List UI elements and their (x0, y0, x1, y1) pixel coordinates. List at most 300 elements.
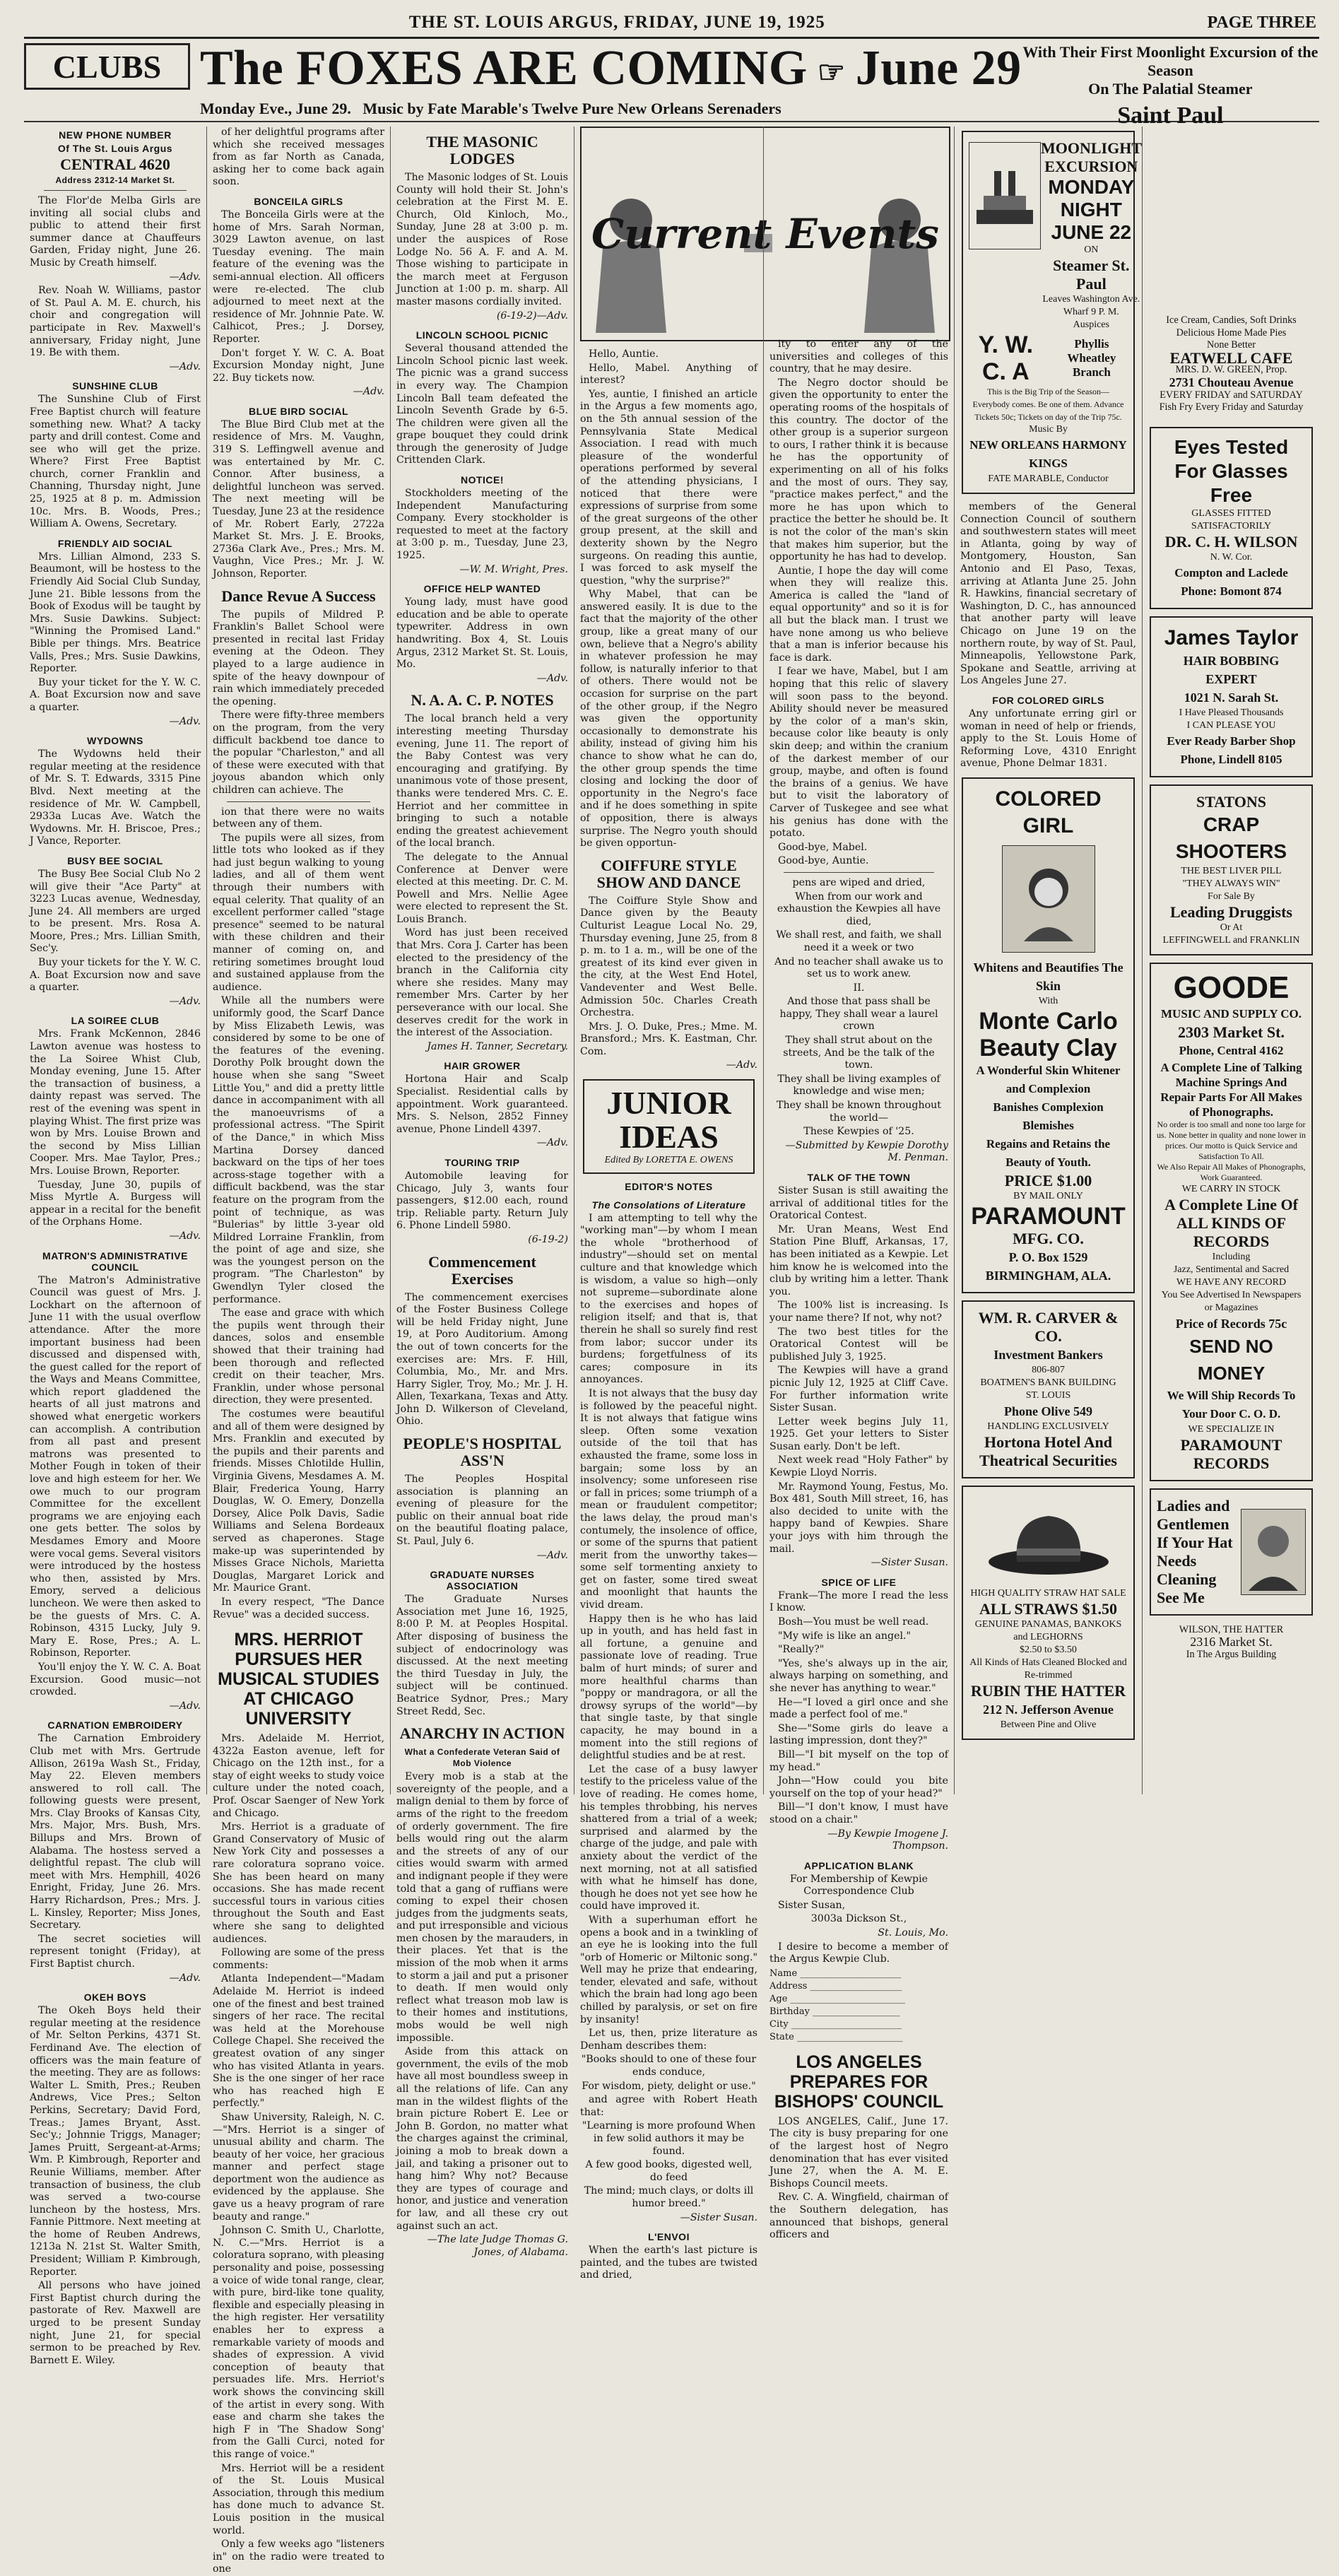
paragraph: "Yes, she's always up in the air, always harping on something, and she never has anything to wear." (769, 1657, 948, 1694)
heading-matrons-council: MATRON'S ADMINISTRATIVE COUNCIL (42, 1249, 188, 1273)
verse-number: II. (853, 982, 865, 994)
heading-lenvoi: L'ENVOI (648, 2231, 690, 2243)
paragraph: Mrs. J. O. Duke, Pres.; Mme. M. Bransford.; Mrs. K. Eastman, Chr. Com. (580, 1021, 757, 1057)
signature: (6-19-2)—Adv. (496, 310, 568, 322)
ad-taylor-line: I CAN PLEASE YOU (1186, 719, 1276, 731)
paragraph: Several thousand attended the Lincoln School picnic last week. The picnic was a grand success in every way. The Champion Lincoln Ball team defeated the Lincoln Seventh Grade by 6-5. The children were given all the grape bouquet they could drink through the generosity of Judge Crittenden Clark. (396, 343, 568, 466)
ad-beauty-price: PRICE $1.00 (1004, 1171, 1092, 1189)
paragraph: Sister Susan is still awaiting the arrival of additional titles for the Oratorical Contest. (769, 1185, 948, 1222)
form-label: Name (769, 1968, 798, 1979)
ad-carver-line: Investment Bankers (993, 1347, 1103, 1362)
paragraph: The pupils were all sizes, from little tots who looked as if they had just begun walking to young ladies, and all of them went through their numbers with equal celerity. That quality of an excellent performer called "stage presence" seemed to be natural with these children and their manner of coming on, and retiring sometimes brought loud and sustained applause from the audience. (213, 832, 384, 993)
paragraph: All persons who have joined First Baptist church during the pastorate of Rev. Maxwell are urged to be present Sunday night, June 21, for special sermon to be preached by Rev. Barnett E. Wiley. (30, 2280, 201, 2366)
signature: —Adv. (536, 672, 568, 684)
paragraph: Stockholders meeting of the Independent Manufacturing Company. Every stockholder is requested to meet at the factory at 3:00 p. m., Tuesday, June 23, 1925. (396, 488, 568, 562)
heading-naacp: N. A. A. C. P. NOTES (411, 691, 554, 710)
form-label: State (769, 2031, 794, 2042)
signature: —Adv. (169, 1972, 201, 1984)
paragraph: Hello, Auntie. (589, 348, 659, 360)
ad-goode-line: SEND NO MONEY (1189, 1335, 1273, 1384)
ad-cafe-line: MRS. D. W. GREEN, Prop. (1175, 364, 1287, 376)
signature: —Adv. (169, 360, 201, 372)
paragraph: The Peoples Hospital association is planning an evening of pleasure for the public on their annual boat ride on the beautiful floating palace, St. Paul, July 6. (396, 1474, 568, 1548)
junior-ideas-editor: Edited By LORETTA E. OWENS (604, 1155, 733, 1166)
heading-busy-bee: BUSY BEE SOCIAL (67, 854, 163, 866)
signature: —Adv. (353, 386, 384, 398)
man-portrait-drawing-icon (1245, 1513, 1302, 1591)
paragraph: of her delightful programs after which she received messages from as far North as Canada, asking her to come back again soon. (213, 127, 384, 188)
paragraph: Mrs. Adelaide M. Herriot, 4322a Easton avenue, left for Chicago on the 12th inst., for a stay of eight weeks to study voice culture under the noted coach, Prof. Oscar Saenger of New York and Chicago. (213, 1733, 384, 1819)
verse-line: And no teacher shall awake us to set us to work anew. (774, 955, 943, 980)
ad-cafe-line: Fish Fry Every Friday and Saturday (1159, 401, 1304, 413)
signature: —Adv. (169, 271, 201, 283)
heading-graduate-nurses: GRADUATE NURSES ASSOCIATION (430, 1569, 535, 1592)
paragraph: ion that there were no waits between any of them. (213, 806, 384, 830)
paragraph: Yes, auntie, I finished an article in the Argus a few moments ago, on the 5th annual session of the Pennsylvania State Medical Association. I read with much pleasure of the wonderful operations performed by several of the attending physicians, I noticed that there were expressions of surprise from some of the great surgeons of the other group present, at the skill and dexterity shown by the Negro surgeons. On reading this auntie, I was forced to ask myself the question, "why the surprise?" (580, 388, 757, 587)
signature: —Sister Susan. (871, 1557, 948, 1569)
paragraph: The Kewpies will have a grand picnic July 12, 1925 at Cliff Cave. For further information write Sister Susan. (769, 1365, 948, 1414)
ad-cafe-line: EATWELL CAFE (1169, 348, 1293, 367)
paragraph: It is not always that the busy day is followed by the peaceful night. It is not always that fatigue wins sleep. Often some vexation outside of the toil that has exhausted the frame, some loss in bargain; some loss by an insolvency; some unforeseen rise or fall in prices; some triumph of a mean or fraudulent competitor; the laws delay, the proud man's contumely, the insolence of office, or some of the spurns that patient merit from the unworthy takes—some self tormenting anxiety to get on faster, some tired sweat and moonlight that haunts the vivid dream. (580, 1387, 757, 1611)
paragraph: Every mob is a stab at the sovereignty of the people, and a malign denial to them by force of arms of the right to the freedom of orderly government. The fire bells would ring out the alarm and the streets of any of our cities would swarm with armed and indignant people if they were told that a gang of ruffians were coming to expel their chosen judges from the judgments seats, and put irresponsible and vicious men chosen by the marauders, in their places. Yet that is the mission of the mob when it arms to storm a jail and put a prisoner to death. If men would only reflect what treason mob law is to their homes and institutions, mobs would be well nigh impossible. (396, 1771, 568, 2044)
paragraph: The secret societies will represent tonight (Friday), at First Baptist church. (30, 1933, 201, 1970)
paragraph: The Blue Bird Club met at the residence of Mrs. M. Vaughn, 319 S. Leffingwell avenue and was entertained by Mr. C. Connor. After business, a delightful luncheon was served. The next meeting will be Tuesday, June 23 at the residence of Mr. Robert Early, 2722a Market St. Mrs. J. E. Brooks, 2736a Clark Ave., Pres.; Mrs. M. Vaughn, Vice Pres.; Mr. J. W. Johnson, Reporter. (213, 418, 384, 580)
ad-wilson-line: WILSON, THE HATTER (1179, 1623, 1284, 1635)
ad-eyes-line: Compton and Laclede (1174, 565, 1288, 580)
ad-beauty-line: PARAMOUNT (971, 1202, 1126, 1230)
ad-eyes-line: N. W. Cor. (1210, 551, 1253, 563)
signature: —Adv. (536, 1137, 568, 1149)
form-row-city: City ________________________ (769, 2018, 902, 2030)
signature: —Adv. (536, 1549, 568, 1561)
verse-line: The mind; much clays, or dolts ill humor breed." (584, 2185, 754, 2209)
column-3 (390, 127, 574, 2258)
junior-ideas-box (583, 1079, 755, 1174)
heading-okeh-boys: OKEH BOYS (83, 1992, 147, 2004)
paragraph: Good-bye, Auntie. (778, 855, 869, 867)
ad-goode-line: Jazz, Sentimental and Sacred (1173, 1264, 1290, 1275)
banner-sub-left: Monday Eve., June 29. (199, 99, 351, 117)
heading-consolations: The Consolations of Literature (591, 1199, 746, 1211)
banner-title-left: The FOXES ARE COMING (199, 41, 808, 95)
ad-moonlight-top (969, 139, 1143, 331)
ad-goode-line: We Also Repair All Makes of Phonographs, Work Guaranteed. (1157, 1161, 1306, 1182)
verse-line: They shall be living examples of knowledge and wise men; (777, 1073, 940, 1098)
columns (24, 127, 1319, 2575)
verse-line: They shall be known throughout the world— (777, 1100, 941, 1124)
ad-moon-line: MONDAY NIGHT (1048, 176, 1135, 220)
verse-line: For wisdom, piety, delight or use." (582, 2080, 756, 2092)
ad-hat-line: RUBIN THE HATTER (970, 1681, 1126, 1700)
ad-eatwell-cafe (1148, 309, 1314, 420)
ad-taylor-line: Phone, Lindell 8105 (1180, 752, 1282, 766)
heading-peoples-hospital: PEOPLE'S HOSPITAL ASS'N (403, 1435, 562, 1470)
paragraph: Let us, then, prize literature as Denham describes them: (580, 2028, 757, 2052)
illustration-spacer (769, 127, 948, 339)
ad-carver-line: Hortona Hotel And Theatrical Securities (979, 1433, 1117, 1469)
ad-hat-line: HIGH QUALITY STRAW HAT SALE (970, 1587, 1126, 1599)
banner-subtitle (200, 100, 1022, 118)
junior-ideas-title: JUNIOR IDEAS (606, 1085, 731, 1155)
paragraph: I desire to become a member of the Argus Kewpie Club. (769, 1941, 948, 1965)
paragraph: The local branch held a very interesting meeting Thursday evening, June 11. The report of the Baby Contest was very encouraging and gratifying. By unanimous vote of those present, thanks were tendered Mrs. C. E. Herriot and her committee in bringing to such a notable ending the greatest achievement of the local branch. (396, 713, 568, 849)
ad-carver-line: ST. LOUIS (1025, 1389, 1071, 1401)
heading-blue-bird: BLUE BIRD SOCIAL (249, 405, 348, 417)
masthead-dateline: THE ST. LOUIS ARGUS, FRIDAY, JUNE 19, 1925 (408, 13, 825, 32)
ad-wilson-line: Ladies and Gentlemen (1157, 1496, 1230, 1533)
ad-moon-line: Music By (1029, 424, 1068, 435)
banner-right (1022, 43, 1319, 129)
banner-ad (24, 41, 1319, 129)
verse-line: When from our work and exhaustion the Kewpies all have died, (777, 890, 941, 927)
paragraph: Hello, Mabel. Anything of interest? (580, 362, 757, 387)
ad-crap-line: CRAP SHOOTERS (1175, 813, 1287, 862)
paragraph: The Matron's Administrative Council was guest of Mrs. J. Lockhart on the afternoon of June 11 with the usual overflow attendance. After the more important business had been discussed and dispensed with, the guest called for the report of the Ways and Means Committee, which report gladdened the hearts of all just matrons and showed what energetic workers can accomplish. A contribution from all past and present matrons was presented to Mother Fough in token of their love and high esteem for her. We owe much to our program Committee for the excellent programs we are enjoying each one gets better. The solos by Mesdames Emory and Moore were vocal gems. Several visitors were introduced by the hostess who then, assisted by Mrs. Emory, served a delicious luncheon. We were then asked to be the guests of Mrs. C. A. Robinson, 4315 Lucky, July 9. Mary E. Rose, Pres.; A. L. Robinson, Reporter. (30, 1274, 201, 1659)
divider (44, 190, 187, 191)
heading-application-blank: APPLICATION BLANK (803, 1859, 914, 1871)
page-number: PAGE THREE (1207, 13, 1316, 32)
ad-crap-shooters (1150, 784, 1313, 955)
ad-beauty-line: P. O. Box 1529 (1008, 1249, 1088, 1264)
verse-line: "Books should to one of these four ends conduce, (581, 2054, 757, 2078)
ad-goode-line: PARAMOUNT RECORDS (1180, 1435, 1282, 1472)
ad-goode-line: We Will Ship Records To Your Door C. O. D. (1167, 1388, 1296, 1421)
ad-crap-line: THE BEST LIVER PILL (1181, 865, 1282, 876)
paragraph: The Carnation Embroidery Club met with Mrs. Gertrude Allison, 2619a Wash St., Friday, May 22. Eleven members answered to roll call. The following guests were present, Mrs. Clay Brooks of Kansas City, Mrs. Major, Mrs. Bush, Mrs. Billups and Mrs. Brown of Alabama. The hostess served a delightful repast. The club will meet with Mrs. Hemphill, 4026 Enright, Friday, June 26. Mrs. Harry Richardson, Pres.; Mrs. J. L. Kinsley, Reporter; Miss Jones, Secretary. (30, 1733, 201, 1931)
ad-eyes-line: Eyes Tested For Glasses Free (1174, 435, 1289, 506)
ad-spacer (1148, 127, 1314, 303)
paragraph: Word has just been received that Mrs. Cora J. Carter has been elected to the presidency of the branch in the California city where she resides. Many may remember Mrs. Carter by her perseverance with our local. She deserves credit for the work in the interest of the Association. (396, 927, 568, 1039)
ad-goode-line: WE HAVE ANY RECORD (1176, 1276, 1287, 1288)
ad-beauty-line: BY MAIL ONLY (1013, 1190, 1083, 1201)
ad-goode-line: Price of Records 75c (1175, 1316, 1287, 1331)
ad-goode-line: 2303 Market St. (1178, 1023, 1285, 1041)
ad-crap-line: LEFFINGWELL and FRANKLIN (1162, 934, 1300, 946)
paragraph: The Negro doctor should be given the opportunity to enter the operating rooms of the hospitals of this country. The doctor of the other group is a superior surgeon to ours, I rather think it is because he has the opportunity of experimenting on all of his folks and the most of ours. They say, "practice makes perfect," and the more he has upon which to practice the better he should be. It is not the color of the man's skin that makes him superior, but the opportunity he has had to develop. (769, 377, 948, 563)
signature: —The late Judge Thomas G. Jones, of Alabama. (427, 2234, 568, 2258)
paragraph: The Flor'de Melba Girls are inviting all social clubs and public to attend their first summer dance at Chauffeurs Garden, Friday night, June 26. Music by Creath himself. (30, 195, 201, 269)
ad-beauty-line: With (1038, 995, 1058, 1006)
man-portrait-icon (1241, 1509, 1306, 1595)
paragraph: Good-bye, Mabel. (778, 841, 868, 853)
ad-beauty-line: BIRMINGHAM, ALA. (985, 1268, 1111, 1283)
paragraph: He—"I loved a girl once and she made a perfect fool of me." (769, 1696, 948, 1721)
paragraph: Mrs. Herriot is a graduate of Grand Conservatory of Music of New York City and possesses a rare coloratura soprano voice. She has been heard on many occasions. She has made recent successful tours in various cities throughout the South and East where she sang to delighted audiences. (213, 1821, 384, 1945)
column-7 (1142, 127, 1320, 1794)
ad-eyes-line: Phone: Bomont 874 (1181, 584, 1282, 598)
paragraph: Tuesday, June 30, pupils of Miss Myrtle A. Burgess will appear in a recital for the benefit of the Orphans Home. (30, 1179, 201, 1228)
paragraph: Mrs. Frank McKennon, 2846 Lawton avenue was hostess to the La Soiree Whist Club, Monday evening, June 15. After the transaction of business, a dainty repast was served. The rest of the evening was spent in playing Whist. The first prize was won by Mrs. Louise Brown and the second by Miss Lillian Cooper. Mrs. Mae Taylor, Pres.; Mrs. Louise Brown, Reporter. (30, 1028, 201, 1177)
heading-dance-revue: Dance Revue A Success (221, 587, 376, 605)
phone-heading-1: NEW PHONE NUMBER (59, 129, 172, 141)
paragraph: John—"How could you bite yourself on the top of your head?" (769, 1775, 948, 1799)
ad-taylor-line: I Have Pleased Thousands (1179, 707, 1284, 718)
ad-moon-line: NEW ORLEANS HARMONY KINGS (969, 438, 1127, 470)
banner-title-right: June 29 (855, 41, 1022, 95)
paragraph: Mr. Raymond Young, Festus, Mo. Box 481, South Mill street, 16, has also decided to unite with the happy band of Kewpies. Share your joys with him through the mail. (769, 1481, 948, 1555)
paragraph: Johnson C. Smith U., Charlotte, N. C.—"Mrs. Herriot is a coloratura soprano, with pleasing personality and poise, possessing a voice of wide tonal range, clear, with pure, bird-like tone quality, flexible and especially pleasing in the high register. Her versatility enables her to express a remarkable variety of moods and shades of expression. A vivid conception of beauty that persuades life. Mrs. Herriot's work shows the convincing skill of the artist in every song. With ease and charm she takes the high F in 'The Shadow Song' from the Galli Curci, noted for this range of voice." (213, 2225, 384, 2460)
paragraph: The Coiffure Style Show and Dance given by the Beauty Culturist League Local No. 29, Thursday evening, June 25, from 8 p. m. to 1 a. m., will be one of the greatest of its kind ever given in the city, at the West End Hotel, Vandeventer and West Belle. Admission 50c. Charles Creath Orchestra. (580, 895, 757, 1019)
verse-line: They shall strut about on the streets, And be the talk of the town. (783, 1035, 935, 1071)
paragraph: Buy your ticket for the Y. W. C. A. Boat Excursion now and save a quarter. (30, 676, 201, 713)
heading-hair-grower: HAIR GROWER (444, 1060, 521, 1072)
ad-goode-line: Including (1212, 1251, 1251, 1262)
paragraph: While all the numbers were uniformly good, the Scarf Dance by Miss Elizabeth Lewis, was considered by some to be one of the features of the evening. Dorothy Polk brought down the house when she sang "Sweet Little You," and did a pretty little dance in accompaniment with all the manoeuvrisms of a professional actress. "The Spirit of the Dance," in which Miss Martina Dorsey danced backward on the tips of her toes across-stage together with a difficult backbend, was the star feature on the program from the point of technique, as was "Bulerias" by little 3-year old Mildred Lorraine Franklin, from the point of age and size, she was the youngest person on the program. "The Charleston" by Gwendlyn Tyler closed the performance. (213, 995, 384, 1305)
signature: —Submitted by Kewpie Dorothy M. Penman. (785, 1139, 948, 1164)
paragraph: Letter week begins July 11, 1925. Get your letters to Sister Susan early. Don't be left. (769, 1416, 948, 1452)
form-row-name: Name ______________________ (769, 1968, 902, 1979)
ad-cafe-line: None Better (1207, 339, 1256, 351)
heading-la-soiree: LA SOIREE CLUB (71, 1015, 160, 1027)
signature: —Adv. (169, 715, 201, 727)
heading-commencement: Commencement Exercises (428, 1252, 536, 1288)
paragraph: Mrs. Lillian Almond, 233 S. Beaumont, will be hostess to the Friendly Aid Social Club Sunday, June 21. Bible lessons from the Book of Exodus will be taught by Mrs. Susie Dawkins. Subject: "Winning the Promised Land." Bible per things. Mrs. Beatrice Valls, Pres.; Mrs. Susie Dawkins, Reporter. (30, 551, 201, 675)
ad-wilson-line: In The Argus Building (1186, 1648, 1277, 1660)
column-5 (763, 127, 954, 2241)
verse-line: pens are wiped and dried, (792, 876, 926, 888)
heading-herriot: MRS. HERRIOT PURSUES HER MUSICAL STUDIES AT CHICAGO UNIVERSITY (218, 1630, 379, 1729)
divider (227, 801, 370, 802)
heading-touring-trip: TOURING TRIP (444, 1156, 520, 1168)
ad-beauty-line: MFG. CO. (1013, 1229, 1084, 1247)
paragraph: Shaw University, Raleigh, N. C.—"Mrs. Herriot is a singer of unusual ability and charm. The beauty of her voice, her gracious manner and perfect stage deportment won the audience as evidenced by the applause. She gave us a heavy program of rare beauty and range." (213, 2111, 384, 2223)
paragraph: The Graduate Nurses Association met June 16, 1925, 8:00 P. M. at Peoples Hospital. After disposing of business the subject of endocrinology was discussed. At the next meeting the third Tuesday in July, the subject will be continued. Beatrice Sydnor, Pres.; Mary Street Redd, Sec. (396, 1594, 568, 1717)
verse-line: These Kewpies of '25. (803, 1126, 914, 1138)
pointing-hand-icon: ☞ (817, 54, 846, 90)
banner-title (200, 43, 1022, 98)
paragraph: Mr. Uran Means, West End Station Pine Bluff, Arkansas, 17, has been initiated as a Kewpie. Let him know he is welcomed into the club by writing him a letter. Thank you. (769, 1223, 948, 1298)
ad-beauty-clay (962, 777, 1135, 1293)
hat-drawing-icon (985, 1502, 1112, 1580)
paragraph: Following are some of the press comments: (213, 1947, 384, 1971)
paragraph: The Busy Bee Social Club No 2 will give their "Ace Party" at 3223 Lucas avenue, Wednesday, June 24. All members are urged to be present. Mrs. Rosa A. Moore, Pres.; Mrs. Lillian Smith, Sec'y. (30, 868, 201, 955)
paragraph: I am attempting to tell why the "working man"—by whom I mean the whole "brotherhood of industry"—should set on mental culture and that knowledge which is wisdom, a value so high—only not supreme—subordinate alone to the exercises and hopes of religion itself; and that is, that therein he shall so surely find rest from labor; succor under its burdens; forgetfulness of its cares; composure in its annoyances. (580, 1212, 757, 1386)
signature: —Adv. (726, 1059, 757, 1071)
ad-goode-line: You See Advertised In Newspapers or Magazines (1161, 1289, 1302, 1313)
steamer-drawing-icon (969, 153, 1040, 238)
heading-los-angeles: LOS ANGELES PREPARES FOR BISHOPS' COUNCIL (774, 2052, 944, 2112)
paragraph: Frank—The more I read the less I know. (769, 1589, 948, 1614)
paragraph: Buy your tickets for the Y. W. C. A. Boat Excursion now and save a quarter. (30, 957, 201, 994)
woman-portrait-icon (1017, 857, 1080, 941)
ad-beauty-line: COLORED GIRL (995, 787, 1102, 837)
ad-eyes-tested (1150, 427, 1313, 609)
paragraph: The Bonceila Girls were at the home of Mrs. Sarah Norman, 3029 Lawton avenue, on last Tuesday evening. The main feature of the evening was the semi-annual election. All officers were re-elected. The club adjourned to meet next at the residence of Mr. Johnnie Pate. W. Calhicot, Pres.; J. Dorsey, Reporter. (213, 208, 384, 345)
ad-moon-line: Auspices (1073, 319, 1109, 330)
ad-carver-line: WM. R. CARVER & CO. (978, 1308, 1119, 1345)
paragraph: LOS ANGELES, Calif., June 17. The city is busy preparing for one of the largest host of Negro denomination that has ever visited June 27, when the A. M. E. Bishops Council meets. (769, 2115, 948, 2189)
banner-right-line-2: On The Palatial Steamer (1088, 80, 1253, 98)
heading-talk-of-town: TALK OF THE TOWN (807, 1172, 911, 1183)
ad-eyes-line: GLASSES FITTED SATISFACTORILY (1191, 507, 1272, 531)
banner-sub-right: Music by Fate Marable's Twelve Pure New Orleans Serenaders (362, 99, 781, 117)
form-label: Address (769, 1980, 808, 1992)
paragraph: When the earth's last picture is painted, and the tubes are twisted and dried, (580, 2245, 757, 2281)
ad-cafe-line: 2731 Chouteau Avenue (1169, 375, 1294, 389)
ad-beauty-line: Whitens and Beautifies The Skin (973, 960, 1123, 993)
ad-crap-line: Leading Druggists (1170, 902, 1292, 921)
ad-hat-line: $2.50 to $3.50 (1020, 1644, 1077, 1655)
heading-friendly-aid: FRIENDLY AID SOCIAL (57, 537, 173, 549)
ad-moon-line: This is the Big Trip of the Season—Everybody comes. Be one of them. Advance Tickets 50c; Tickets on day of the Trip 75c. (972, 387, 1124, 422)
heading-coiffure: COIFFURE STYLE SHOW AND DANCE (596, 856, 741, 891)
ad-hat-line: 212 N. Jefferson Avenue (983, 1702, 1114, 1717)
form-row-age: Age _________________________ (769, 1993, 906, 2004)
ad-carver-line: HANDLING EXCLUSIVELY (987, 1421, 1109, 1432)
paragraph: The 100% list is increasing. Is your name there? If not, why not? (769, 1300, 948, 1324)
heading-office-help: OFFICE HELP WANTED (423, 583, 541, 595)
paragraph: The Masonic lodges of St. Louis County will hold their St. John's celebration at the First M. E. Church, Old Kinloch, Mo., Sunday, June 28 at 3:00 p. m. under the auspices of Rose Lodge No. 56 A. F. and A. M. Those wishing to participate in the march meet at Ferguson Junction at 1:00 p. m. sharp. All master masons cordially invited. (396, 172, 568, 307)
ad-hat-line: Between Pine and Olive (1000, 1719, 1097, 1730)
paragraph: Bill—"I don't know, I must have stood on a chair." (769, 1801, 948, 1825)
banner-main (200, 43, 1022, 121)
verse-line: "Learning is more profound When in few solid authors it may be found. (582, 2120, 756, 2157)
form-row-birthday: Birthday ___________________ (769, 2006, 900, 2017)
paragraph: You'll enjoy the Y. W. C. A. Boat Excursion. Good music—not crowded. (30, 1661, 201, 1698)
subheading-anarchy: What a Confederate Veteran Said of Mob Violence (404, 1747, 560, 1769)
heading-lincoln-picnic: LINCOLN SCHOOL PICNIC (415, 329, 549, 341)
paragraph: Young lady, must have good education and be able to operate typewriter. Address in own handwriting. Box 4, St. Louis Argus, 2312 Market St. St. Louis, Mo. (396, 596, 568, 671)
ad-beauty-line: A Wonderful Skin Whitener and Complexion (976, 1063, 1121, 1095)
application-form (769, 1968, 948, 2044)
masthead (24, 13, 1319, 39)
paragraph: "My wife is like an angel." (778, 1630, 912, 1642)
steamer-icon (969, 142, 1041, 249)
paragraph: Automobile leaving for Chicago, July 3, wants four passengers, $12.00 each, round trip. Reliable party. Return July 6. Phone Lindell 5980. (396, 1170, 568, 1232)
ad-goode-line: WE SPECIALIZE IN (1188, 1423, 1275, 1435)
paragraph: I fear we have, Mabel, but I am hoping that this relic of slavery will soon pass to the beyond. Ability should never be measured by the color of a man's skin, because color like beauty is only skin deep; and within the cranium of the darkest member of our group, maybe, and often is found the brains of a genius. We have but to visit the laboratory of Carver of Tuskegee and see what his genius has done with the potato. (769, 666, 948, 840)
paragraph: In every respect, "The Dance Revue" was a decided success. (213, 1596, 384, 1621)
form-label: Age (769, 1993, 788, 2004)
paragraph: Any unfortunate erring girl or woman in need of help or friends, apply to the St. Louis Home of Reforming Love, 4310 Enright avenue, Phone Delmar 1831. (960, 707, 1136, 770)
ad-wilson-footer (1148, 1618, 1314, 1667)
ad-goode-line: A Complete Line Of ALL KINDS OF RECORDS (1164, 1195, 1298, 1250)
verse-line: We shall rest, and faith, we shall need it a week or two (776, 929, 942, 953)
paragraph: Why Mabel, that can be answered easily. It is due to the fact that the majority of the other group, like a great many of our own, believe that a Negro's ability in whatever profession he may follow, is naturally inferior to that of others. There would not be occasion for surprise on the part of the other group, if the Negro was given the opportunity occasionally to demonstrate his ability, instead of giving him his chance to show what he can do, the other group spends the time closing and locking the door of opportunity in the Negro's face and if he does something in spite of opposition, there is always surprise. The Negro youth should be given opportun- (580, 589, 757, 849)
signature: James H. Tanner, Secretary. (427, 1040, 568, 1052)
ad-crap-line: STATONS (1196, 792, 1267, 811)
paragraph: Mrs. Herriot will be a resident of the St. Louis Musical Association, through this medium has done much to advance St. Louis position in the musical world. (213, 2462, 384, 2536)
form-label: Birthday (769, 2006, 810, 2017)
paragraph: The Sunshine Club of First Free Baptist church will feature something new. What? A tacky party and drill contest. Come and see who will get the prize. Where? First Free Baptist church, corner Franklin and Channing, Thursday night, June 25, 1925 at 8 p. m. Admission 10c. Mrs. B. Woods, Pres.; William A. Owens, Secretary. (30, 394, 201, 530)
ad-moon-line: JUNE 22 (1051, 221, 1132, 243)
ad-moon-branch: Phyllis Wheatley Branch (1067, 337, 1116, 379)
ad-cafe-line: Ice Cream, Candies, Soft Drinks (1166, 314, 1297, 326)
signature: —Sister Susan. (680, 2211, 757, 2223)
paragraph: Don't forget Y. W. C. A. Boat Excursion Monday night, June 22. Buy tickets now. (213, 347, 384, 384)
paragraph: She—"Some girls do leave a lasting impression, dont they?" (769, 1722, 948, 1747)
paragraph: Auntie, I hope the day will come when they will realize this. America is called the "land of equal opportunity" and so it is for all but the black man. I trust we have none among us who believe that a man is inferior because his face is dark. (769, 565, 948, 664)
form-row-address: Address ____________________ (769, 1980, 902, 1992)
heading-wydowns: WYDOWNS (87, 735, 143, 747)
paragraph: Atlanta Independent—"Madam Adelaide M. Herriot is indeed one of the finest and best trained singers of her race. The recital was held at the Morehouse College Chapel. She received the greatest ovation of any singer who has visited Atlanta in years. She is the one singer of her race who has reached high E perfectly." (213, 1973, 384, 2110)
paragraph: 3003a Dickson St., (810, 1913, 907, 1925)
ad-goode-line: No order is too small and none too large for us. None better in quality and none lower in prices. Our motto is Quick Service and Satisfaction To All. (1157, 1119, 1306, 1161)
ad-taylor-line: James Taylor (1164, 625, 1299, 649)
heading-bonceila: BONCEILA GIRLS (254, 195, 343, 207)
paragraph: The costumes were beautiful and all of them were designed by Mrs. Franklin and executed by the pupils and their parents and friends. Misses Chlotilde Hullin, Virginia Givens, Mesdames A. M. Blair, Frederica Young, Harry Douglas, W. O. Emery, Donzella Dorsey, Alice Polk Davis, Sadie Williams and Selena Bordeaux served as chaperones. Stage make-up was superintended by Misses Grace Nichols, Marietta Douglas, Margaret Lorick and Mr. Maurice Grant. (213, 1408, 384, 1594)
ad-eyes-line: DR. C. H. WILSON (1164, 532, 1298, 551)
ad-moonlight-excursion (962, 131, 1143, 494)
ad-goode-line: GOODE (1173, 970, 1290, 1005)
paragraph: Bill—"I bit myself on the top of my head." (769, 1748, 948, 1773)
ad-wilson-hatter (1150, 1488, 1313, 1616)
heading-anarchy: ANARCHY IN ACTION (399, 1724, 565, 1743)
ad-wilson-line: 2316 Market St. (1190, 1635, 1273, 1649)
ad-moon-line: ON (1084, 245, 1099, 255)
ad-hat-line: GENUINE PANAMAS, BANKOKS and LEGHORNS (974, 1618, 1122, 1642)
paragraph: The Okeh Boys held their regular meeting at the residence of Mr. Selton Perkins, 4371 St. Ferdinand Ave. The election of officers was the main feature of the meeting. They are as follows: Walter L. Smith, Pres.; Reuben Andrews, Vice Pres.; Selton Perkins, Secretary; David Ford, Treas.; James Bryant, Asst. Sec'y.; Johnnie Triggs, Manager; James Pruitt, Sergeant-at-Arms; Wm. P. Kimbrough, Reporter and Reunie Williams, member. After transaction of business, the club was served a two-course luncheon by the hostess, Mrs. Fannie Pittmore. Next meeting at the home of Reuben Andrews, 1213a N. 21st St. Walter Smith, President; William P. Kimbrough, Reporter. (30, 2005, 201, 2278)
verse-line: And those that pass shall be happy, They shall wear a laurel crown (779, 996, 938, 1033)
ad-goode-music (1150, 963, 1313, 1481)
paragraph: and agree with Robert Heath that: (580, 2094, 757, 2118)
clubs-heading: CLUBS (24, 43, 190, 90)
phone-heading-2: Of The St. Louis Argus (57, 143, 173, 154)
paragraph: The delegate to the Annual Conference at Denver were elected at this meeting. Dr. C. M. Powell and Mrs. Nellie Agee were elected to represent the St. Louis Branch. (396, 851, 568, 925)
ad-crap-line: Or At (1220, 922, 1243, 933)
form-label: City (769, 2018, 789, 2030)
paragraph: St. Louis, Mo. (878, 1927, 948, 1939)
signature: —By Kewpie Imogene J. Thompson. (827, 1828, 948, 1852)
paragraph: Let the case of a busy lawyer testify to the priceless value of the love of reading. He comes home, his temples throbbing, his nerves shattered from a trial of a week; surprised and alarmed by the charge of the judge, and pale with anxiety about the verdict of the next morning, not at all satisfied with what he himself has done, though he does not yet see how he could have improved it. (580, 1763, 757, 1912)
paragraph: The commencement exercises of the Foster Business College will be held Friday night, June 19, at Poro Auditorium. Among the out of town concerts for the exercises are: Mrs. F. Hill, Columbia, Mo., Mr. and Mrs. Harry Sigler, Troy, Mo.; Mr. J. H. Allen, Texarkana, Texas and Atty. John D. Wilkerson of Cleveland, Ohio. (396, 1291, 568, 1428)
heading-editors-notes: EDITOR'S NOTES (625, 1180, 713, 1192)
paragraph: Next week read "Holy Father" by Kewpie Lloyd Norris. (769, 1454, 948, 1479)
column-2 (206, 127, 390, 2575)
paragraph: The ease and grace with which the pupils went through their dances, solos and ensemble showed that their training had been thorough and reflected credit on their teacher, Mrs. Franklin, under whose personal direction, they were presented. (213, 1307, 384, 1406)
ad-carver-line: 806-807 (1032, 1364, 1065, 1375)
verse-line: A few good books, digested well, do feed (585, 2159, 753, 2183)
ad-moon-line: Leaves Washington Ave. Wharf 9 P. M. (1042, 294, 1140, 317)
ad-hat-line: All Kinds of Hats Cleaned Blocked and Re-trimmed (969, 1657, 1127, 1681)
hat-icon (969, 1498, 1128, 1583)
paragraph: Rev. Noah W. Williams, pastor of St. Paul A. M. E. church, his choir and congregation will participate in Rev. Maxwell's anniversary, Friday night, June 19. Be with them. (30, 285, 201, 359)
banner-right-line-3: Saint Paul (1117, 102, 1224, 129)
paragraph: ity to enter any of the universities and colleges of this country, that he may desire. (769, 339, 948, 375)
phone-number: CENTRAL 4620 (60, 155, 170, 173)
paragraph: Rev. C. A. Wingfield, chairman of the Southern delegation, has announced that bishops, general officers and (769, 2192, 948, 2241)
signature: —Adv. (169, 1230, 201, 1242)
ad-wilson-text (1157, 1497, 1237, 1607)
portrait-icon (1002, 845, 1095, 953)
paragraph: The pupils of Mildred P. Franklin's Ballet School were presented in recital last Friday evening at the Odeon. They played to a large audience in spite of the heavy downpour of rain which immediately preceded the opening. (213, 608, 384, 707)
ad-wilson-line: If Your Hat Needs Cleaning (1157, 1533, 1233, 1588)
ad-james-taylor (1150, 616, 1313, 777)
column-1 (24, 127, 206, 2366)
ad-carver-line: Phone Olive 549 (1004, 1404, 1092, 1418)
heading-carnation: CARNATION EMBROIDERY (47, 1719, 183, 1731)
ad-beauty-line: Monte Carlo Beauty Clay (979, 1007, 1118, 1061)
ad-moonlight-heading (1041, 139, 1142, 331)
phone-address: Address 2312-14 Market St. (55, 175, 175, 185)
ad-cafe-line: EVERY FRIDAY and SATURDAY (1160, 389, 1303, 401)
paragraph: The Wydowns held their regular meeting at the residence of Mr. S. T. Edwards, 3315 Pine Blvd. Next meeting at the residence of Mr. W. Campbell, 2933a Lucas Ave. Watch the Wydowns. Mr. H. Briscoe, Pres.; J Vance, Reporter. (30, 748, 201, 847)
paragraph: There were fifty-three members on the program, from the very difficult backbend toe dance to the popular "Charleston," and all of these were executed with that joyous abandon which only children can achieve. The (213, 710, 384, 796)
heading-sunshine-club: SUNSHINE CLUB (72, 380, 158, 392)
ad-goode-line: WE CARRY IN STOCK (1181, 1183, 1281, 1194)
ad-moon-ywca-row (969, 331, 1128, 385)
paragraph: members of the General Connection Council of southern and southwestern states will meet in Atlanta, going by way of Montgomery, Houston, San Antonio and El Paso, Texas, arriving at Atlanta June 25. John R. Hawkins, financial secretary of Washington, D. C., has announced that another party will leave Chicago on June 19 on the northern route, by way of St. Paul, Minneapolis, Yellowstone Park, Spokane and Seattle, arriving at Los Angeles June 27. (960, 501, 1136, 687)
ad-taylor-line: HAIR BOBBING EXPERT (1183, 653, 1280, 686)
ad-crap-line: For Sale By (1208, 890, 1255, 902)
ad-goode-line: A Complete Line of Talking Machine Springs And Repair Parts For All Makes of Phonographs. (1160, 1060, 1302, 1119)
paragraph: The two best titles for the Oratorical Contest will be published July 3, 1925. (769, 1326, 948, 1363)
current-events-title: Current Events (591, 210, 939, 258)
column-6 (954, 127, 1142, 1794)
signature: —W. M. Wright, Pres. (459, 563, 568, 575)
paragraph: "Really?" (778, 1644, 825, 1656)
paragraph: Hortona Hair and Scalp Specialist. Residential calls by appointment. Work guaranteed. Mrs. S. Nelson, 2852 Finney avenue, Phone Lindell 4397. (396, 1074, 568, 1135)
